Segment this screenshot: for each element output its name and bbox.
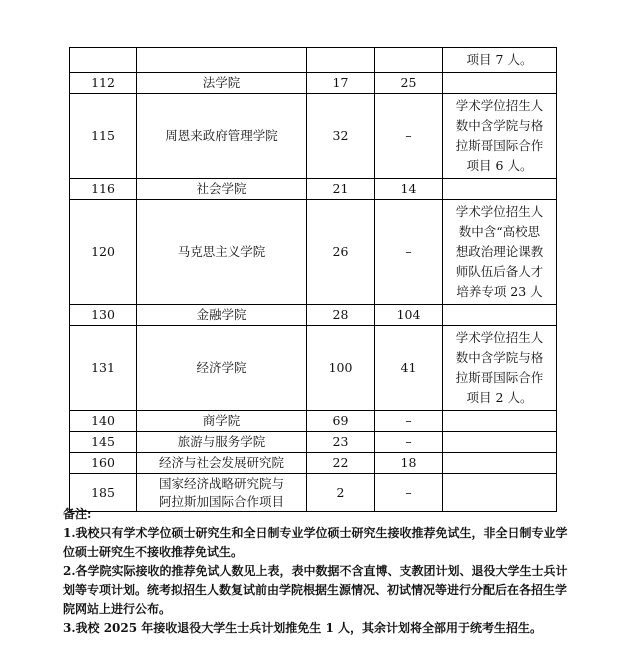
table-row (70, 94, 557, 179)
school-name-cell: 社会学院 (137, 179, 307, 200)
school-code-cell: 145 (70, 432, 137, 453)
note-cell: 学术学位招生人 数中含学院与格 拉斯哥国际合作 项目 6 人。 (443, 94, 557, 179)
school-code-cell: 160 (70, 453, 137, 474)
professional-count-cell: – (375, 432, 443, 453)
academic-count-cell (307, 48, 375, 73)
school-name-cell: 旅游与服务学院 (137, 432, 307, 453)
note-cell (443, 453, 557, 474)
table-row (70, 453, 557, 474)
professional-count-cell: 18 (375, 453, 443, 474)
academic-count-cell: 69 (307, 411, 375, 432)
note-cell (443, 432, 557, 453)
table-row (70, 305, 557, 326)
remark-item: 3.我校 2025 年接收退役大学生士兵计划推免生 1 人，其余计划将全部用于统考生招生。 (63, 621, 542, 635)
professional-count-cell: 25 (375, 73, 443, 94)
table-row (70, 432, 557, 453)
remark-item: 1.我校只有学术学位硕士研究生和全日制专业学位硕士研究生接收推荐免试生，非全日制专业学位硕士研究生不接收推荐免试生。 (63, 526, 568, 559)
table-row (70, 73, 557, 94)
school-name-cell: 国家经济战略研究院与 阿拉斯加国际合作项目 (137, 474, 307, 512)
remark-item: 2.各学院实际接收的推荐免试人数见上表，表中数据不含直博、支教团计划、退役大学生士兵计划等专项计划。统考拟招生人数复试前由学院根据生源情况、初试情况等进行分配后在各招生学院网站上进行公布。 (63, 564, 568, 616)
school-name-cell: 周恩来政府管理学院 (137, 94, 307, 179)
professional-count-cell: 104 (375, 305, 443, 326)
school-code-cell: 140 (70, 411, 137, 432)
table-row (70, 200, 557, 305)
school-name-cell (137, 48, 307, 73)
note-cell: 学术学位招生人 数中含“高校思 想政治理论课教 师队伍后备人才 培养专项 23 人 (443, 200, 557, 305)
school-code-cell: 120 (70, 200, 137, 305)
professional-count-cell: 41 (375, 326, 443, 411)
school-name-cell: 经济学院 (137, 326, 307, 411)
school-name-cell: 马克思主义学院 (137, 200, 307, 305)
academic-count-cell: 32 (307, 94, 375, 179)
note-cell (443, 179, 557, 200)
professional-count-cell: – (375, 474, 443, 512)
professional-count-cell: – (375, 411, 443, 432)
school-name-cell: 经济与社会发展研究院 (137, 453, 307, 474)
professional-count-cell (375, 48, 443, 73)
school-code-cell: 115 (70, 94, 137, 179)
note-cell (443, 305, 557, 326)
note-cell: 学术学位招生人 数中含学院与格 拉斯哥国际合作 项目 2 人。 (443, 326, 557, 411)
note-cell (443, 73, 557, 94)
school-name-cell: 金融学院 (137, 305, 307, 326)
academic-count-cell: 26 (307, 200, 375, 305)
school-name-cell: 商学院 (137, 411, 307, 432)
remarks-title: 备注: (63, 507, 92, 521)
professional-count-cell: – (375, 94, 443, 179)
school-code-cell (70, 48, 137, 73)
school-code-cell: 185 (70, 474, 137, 512)
school-code-cell: 130 (70, 305, 137, 326)
table-row (70, 326, 557, 411)
professional-count-cell: – (375, 200, 443, 305)
school-code-cell: 131 (70, 326, 137, 411)
academic-count-cell: 17 (307, 73, 375, 94)
admission-quota-table (69, 47, 557, 512)
school-name-cell: 法学院 (137, 73, 307, 94)
academic-count-cell: 100 (307, 326, 375, 411)
school-code-cell: 116 (70, 179, 137, 200)
note-cell: 项目 7 人。 (443, 48, 557, 73)
school-code-cell: 112 (70, 73, 137, 94)
professional-count-cell: 14 (375, 179, 443, 200)
table-row (70, 179, 557, 200)
academic-count-cell: 2 (307, 474, 375, 512)
remarks-section (63, 505, 568, 638)
academic-count-cell: 21 (307, 179, 375, 200)
academic-count-cell: 28 (307, 305, 375, 326)
academic-count-cell: 22 (307, 453, 375, 474)
table-row (70, 411, 557, 432)
academic-count-cell: 23 (307, 432, 375, 453)
note-cell (443, 411, 557, 432)
table-row (70, 48, 557, 73)
